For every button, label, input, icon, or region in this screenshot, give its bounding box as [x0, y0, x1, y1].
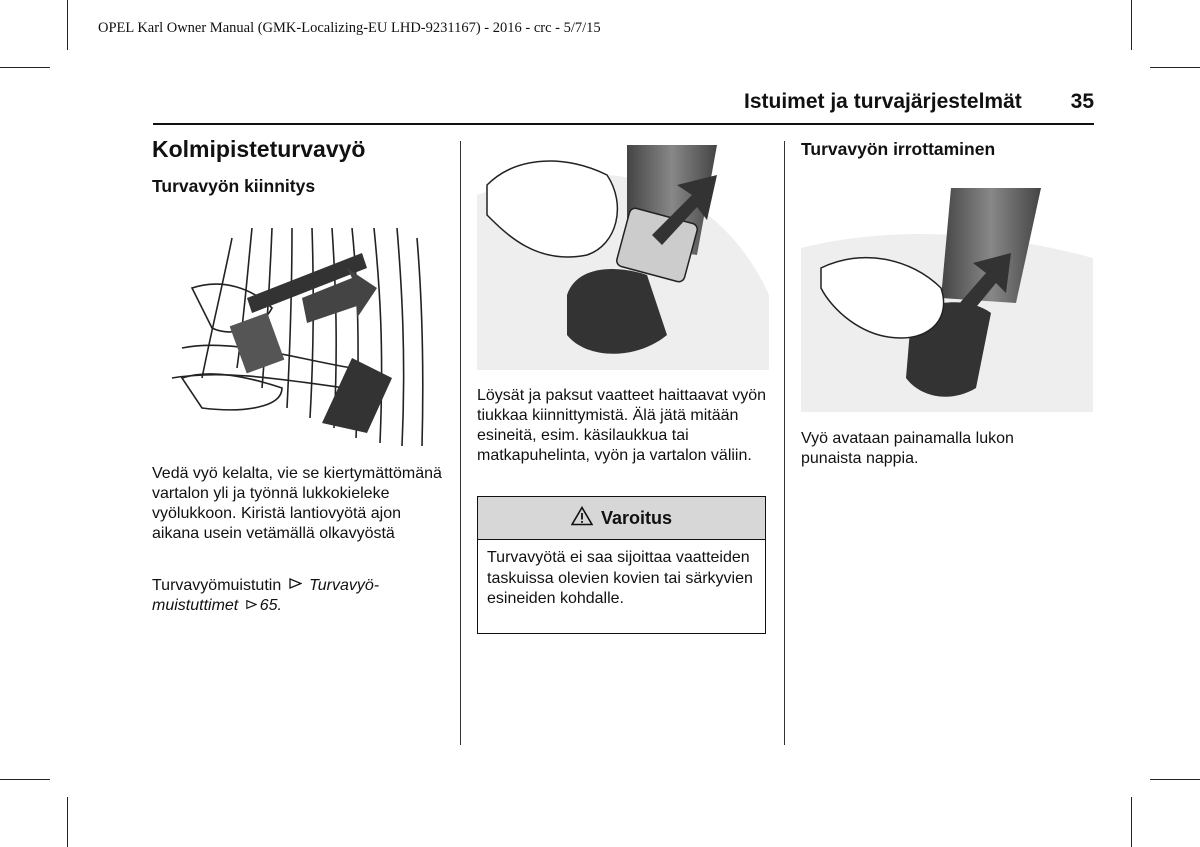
subtitle-release: Turvavyön irrottaminen: [801, 139, 996, 159]
reminder-reference: [152, 576, 450, 616]
clothing-note: Löysät ja paksut vaatteet haittaavat vyön tiukkaa kiinnittymistä. Älä jätä mitään esineitä, esim. käsilaukkua tai matkapuhelinta, vyön ja vartalon väliin.: [477, 387, 767, 464]
reference-arrow-icon: [246, 596, 257, 616]
column-divider: [784, 141, 785, 745]
crop-mark: [67, 797, 68, 847]
running-head: [744, 90, 1094, 120]
reference-arrow-icon: [289, 576, 302, 596]
page-number: 35: [1070, 90, 1094, 113]
header-rule: [153, 123, 1094, 125]
crop-mark: [1131, 0, 1132, 50]
page-title: Kolmipisteturvavyö: [152, 136, 366, 162]
crop-mark: [1150, 779, 1200, 780]
fastening-instructions: Vedä vyö kelalta, vie se kiertymättömänä vartalon yli ja työnnä lukkokieleke vyölukkoon. Kiristä lantiovyötä ajon aikana usein vetämällä olkavyöstä: [152, 465, 442, 542]
warning-box: [477, 496, 766, 634]
warning-title: Varoitus: [600, 507, 673, 528]
warning-triangle-icon: [571, 506, 593, 531]
release-instructions: Vyö avataan painamalla lukon punaista nappia.: [801, 430, 1014, 467]
print-header: OPEL Karl Owner Manual (GMK-Localizing-EU LHD-9231167) - 2016 - crc - 5/7/15: [98, 20, 601, 36]
reference-link[interactable]: Turvavyömuistuttimet: [152, 577, 380, 614]
warning-header: [478, 497, 765, 540]
column-divider: [460, 141, 461, 745]
crop-mark: [1131, 797, 1132, 847]
crop-mark: [1150, 67, 1200, 68]
reference-label: Turvavyömuistutin: [152, 577, 282, 594]
crop-mark: [0, 779, 50, 780]
section-title: Istuimet ja turvajärjestelmät: [744, 90, 1022, 113]
figure-buckle-release: [801, 188, 1093, 412]
crop-mark: [67, 0, 68, 50]
figure-fastening-belt: [152, 228, 445, 446]
reference-page[interactable]: 65.: [259, 597, 282, 614]
subtitle-fastening: Turvavyön kiinnitys: [152, 176, 316, 196]
figure-buckle-insert: [477, 145, 769, 370]
crop-mark: [0, 67, 50, 68]
warning-text: Turvavyötä ei saa sijoittaa vaatteiden taskuissa olevien kovien tai särkyvien esineiden kohdalle.: [487, 549, 753, 607]
